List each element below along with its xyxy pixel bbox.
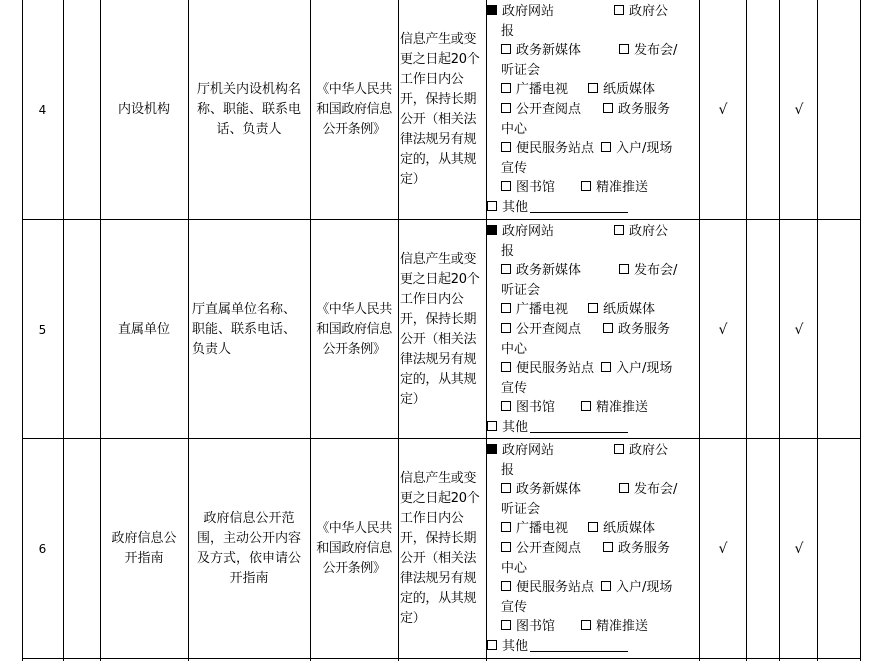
channel-label: 政务服务 (618, 540, 671, 556)
channel-label: 图书馆 (516, 400, 556, 416)
check-mark: √ (718, 321, 728, 338)
channel-label: 入户/现场 (616, 141, 673, 157)
checkbox[interactable] (588, 83, 598, 93)
checkbox[interactable] (501, 620, 511, 630)
channel-label: 便民服务站点 (516, 141, 595, 157)
channel-label: 纸质媒体 (603, 521, 656, 537)
row-number: 4 (38, 102, 47, 117)
checkbox[interactable] (501, 542, 511, 552)
channel-label: 精准推送 (596, 619, 649, 635)
basis-cell: 《中华人民共和国政府信息公开条例》 (316, 301, 392, 357)
checkbox[interactable] (601, 581, 611, 591)
channel-label: 中心 (501, 341, 528, 357)
checkbox[interactable] (614, 444, 624, 454)
checkbox-checked[interactable] (487, 5, 497, 15)
channel-label: 听证会 (501, 282, 541, 298)
channel-options (487, 222, 699, 438)
check-mark: √ (794, 540, 804, 557)
channel-label: 其他 (502, 199, 529, 215)
channel-label: 政府公 (629, 4, 669, 19)
channel-label: 政府网站 (502, 443, 555, 458)
basis-cell: 《中华人民共和国政府信息公开条例》 (316, 520, 392, 576)
checkbox[interactable] (501, 103, 511, 113)
checkbox[interactable] (603, 542, 613, 552)
checkbox[interactable] (501, 142, 511, 152)
channel-label: 公开查阅点 (516, 321, 582, 337)
channel-label: 发布会/ (634, 43, 678, 59)
other-input-line[interactable] (530, 199, 628, 213)
checkbox[interactable] (487, 421, 497, 431)
deadline-cell: 信息产生或变更之日起20个工作日内公开，保持长期公开（相关法律法规另有规定的，从其规定） (400, 470, 480, 626)
channel-label: 政府网站 (502, 4, 555, 19)
table-row (0, 0, 880, 219)
checkbox[interactable] (581, 401, 591, 411)
channel-label: 广播电视 (516, 302, 569, 318)
channel-options (487, 2, 699, 218)
channel-label: 广播电视 (516, 521, 569, 537)
channel-label: 政府公 (629, 443, 669, 458)
content-cell: 政府信息公开范围，主动公开内容及方式，依申请公开指南 (196, 510, 301, 586)
check-mark: √ (794, 101, 804, 118)
check-mark: √ (794, 321, 804, 338)
checkbox[interactable] (581, 181, 591, 191)
channel-label: 中心 (501, 560, 528, 576)
deadline-cell: 信息产生或变更之日起20个工作日内公开，保持长期公开（相关法律法规另有规定的，从其规定） (400, 251, 480, 407)
checkbox[interactable] (501, 181, 511, 191)
channel-label: 纸质媒体 (603, 302, 656, 318)
channel-label: 中心 (501, 121, 528, 137)
checkbox-checked[interactable] (487, 444, 497, 454)
checkbox[interactable] (603, 103, 613, 113)
channel-label: 宣传 (501, 599, 528, 615)
channel-label: 听证会 (501, 501, 541, 517)
channel-label: 图书馆 (516, 180, 556, 196)
checkbox[interactable] (501, 362, 511, 372)
check-mark: √ (718, 540, 728, 557)
channel-label: 便民服务站点 (516, 361, 595, 377)
content-cell: 厅机关内设机构名称、职能、联系电话、负责人 (196, 81, 301, 137)
checkbox[interactable] (487, 201, 497, 211)
channel-label: 精准推送 (596, 180, 649, 196)
table-row (0, 220, 880, 439)
category-cell: 内设机构 (117, 101, 170, 117)
checkbox[interactable] (619, 264, 629, 274)
channel-label: 发布会/ (634, 263, 678, 279)
checkbox[interactable] (588, 303, 598, 313)
table-row (0, 439, 880, 658)
channel-label: 政府公 (629, 224, 669, 239)
checkbox[interactable] (619, 44, 629, 54)
channel-label: 宣传 (501, 160, 528, 176)
category-cell: 政府信息公开指南 (111, 530, 177, 566)
channel-label: 入户/现场 (616, 361, 673, 377)
checkbox[interactable] (603, 323, 613, 333)
channel-label: 政务服务 (618, 101, 671, 117)
channel-label: 公开查阅点 (516, 101, 582, 117)
checkbox[interactable] (501, 522, 511, 532)
checkbox-checked[interactable] (487, 225, 497, 235)
channel-label: 广播电视 (516, 82, 569, 98)
channel-label: 报 (501, 23, 515, 39)
checkbox[interactable] (581, 620, 591, 630)
checkbox[interactable] (601, 142, 611, 152)
checkbox[interactable] (501, 483, 511, 493)
checkbox[interactable] (501, 44, 511, 54)
channel-label: 发布会/ (634, 482, 678, 498)
check-mark: √ (718, 101, 728, 118)
checkbox[interactable] (614, 5, 624, 15)
channel-label: 便民服务站点 (516, 580, 595, 596)
checkbox[interactable] (588, 522, 598, 532)
channel-label: 入户/现场 (616, 580, 673, 596)
deadline-cell: 信息产生或变更之日起20个工作日内公开，保持长期公开（相关法律法规另有规定的，从其规定） (400, 31, 480, 187)
other-input-line[interactable] (530, 419, 628, 433)
checkbox[interactable] (501, 581, 511, 591)
channel-label: 政务新媒体 (516, 263, 582, 279)
channel-label: 精准推送 (596, 400, 649, 416)
checkbox[interactable] (614, 225, 624, 235)
channel-label: 其他 (502, 419, 529, 435)
channel-label: 宣传 (501, 380, 528, 396)
row-divider (22, 658, 861, 659)
channel-options (487, 441, 699, 657)
checkbox[interactable] (501, 401, 511, 411)
other-input-line[interactable] (530, 638, 628, 652)
channel-label: 报 (501, 243, 515, 259)
channel-label: 图书馆 (516, 619, 556, 635)
channel-label: 纸质媒体 (603, 82, 656, 98)
channel-label: 政务新媒体 (516, 43, 582, 59)
checkbox[interactable] (501, 303, 511, 313)
channel-label: 公开查阅点 (516, 540, 582, 556)
content-cell: 厅直属单位名称、职能、联系电话、负责人 (192, 301, 297, 357)
row-number: 5 (38, 322, 47, 337)
checkbox[interactable] (619, 483, 629, 493)
category-cell: 直属单位 (117, 321, 170, 337)
channel-label: 政府网站 (502, 224, 555, 239)
checkbox[interactable] (601, 362, 611, 372)
channel-label: 听证会 (501, 62, 541, 78)
checkbox[interactable] (501, 323, 511, 333)
channel-label: 政务新媒体 (516, 482, 582, 498)
channel-label: 政务服务 (618, 321, 671, 337)
channel-label: 其他 (502, 638, 529, 654)
checkbox[interactable] (501, 264, 511, 274)
checkbox[interactable] (487, 640, 497, 650)
channel-label: 报 (501, 462, 515, 478)
row-number: 6 (38, 541, 47, 556)
checkbox[interactable] (501, 83, 511, 93)
basis-cell: 《中华人民共和国政府信息公开条例》 (316, 81, 392, 137)
